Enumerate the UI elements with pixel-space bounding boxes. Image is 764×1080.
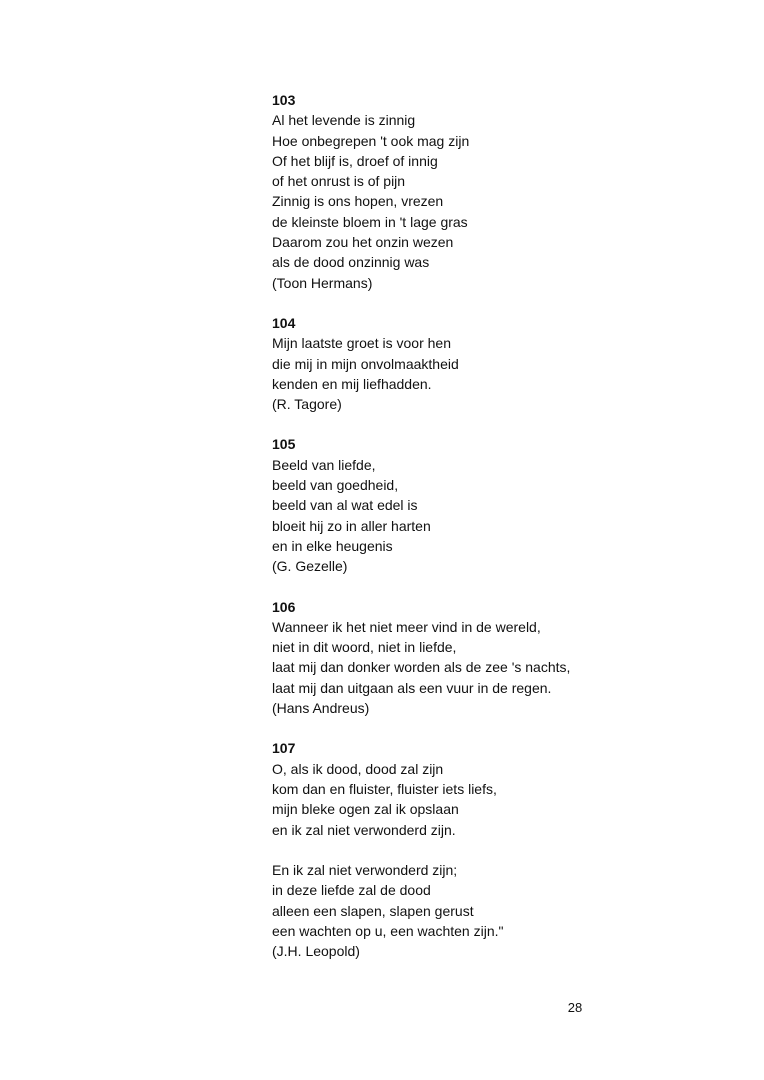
poem-number: 105 bbox=[272, 436, 296, 453]
poem-line: en in elke heugenis bbox=[272, 537, 393, 554]
poem-line: En ik zal niet verwonderd zijn; bbox=[272, 862, 458, 879]
poem-line: bloeit hij zo in aller harten bbox=[272, 517, 431, 534]
poem-105 bbox=[272, 434, 712, 576]
poem-number: 104 bbox=[272, 314, 296, 331]
poem-author: (Toon Hermans) bbox=[272, 274, 373, 291]
poem-line: niet in dit woord, niet in liefde, bbox=[272, 639, 457, 656]
poem-line: als de dood onzinnig was bbox=[272, 254, 430, 271]
poem-line: Daarom zou het onzin wezen bbox=[272, 234, 454, 251]
poem-line: Zinnig is ons hopen, vrezen bbox=[272, 193, 444, 210]
poem-line: kom dan en fluister, fluister iets liefs, bbox=[272, 780, 497, 797]
poem-line: O, als ik dood, dood zal zijn bbox=[272, 760, 444, 777]
poem-number: 106 bbox=[272, 598, 296, 615]
poem-107 bbox=[272, 738, 712, 961]
poem-106 bbox=[272, 597, 712, 719]
poem-line: laat mij dan uitgaan als een vuur in de regen. bbox=[272, 679, 552, 696]
poem-line: alleen een slapen, slapen gerust bbox=[272, 902, 474, 919]
poem-line: die mij in mijn onvolmaaktheid bbox=[272, 355, 459, 372]
poem-line: mijn bleke ogen zal ik opslaan bbox=[272, 801, 459, 818]
poem-line: kenden en mij liefhadden. bbox=[272, 375, 432, 392]
poem-number: 103 bbox=[272, 92, 296, 108]
page-number: 28 bbox=[567, 1000, 583, 1015]
stanza-break bbox=[272, 840, 712, 860]
poem-line: Al het levende is zinnig bbox=[272, 112, 416, 129]
poem-line: Mijn laatste groet is voor hen bbox=[272, 335, 451, 352]
poem-author: (Hans Andreus) bbox=[272, 700, 370, 717]
poem-line: en ik zal niet verwonderd zijn. bbox=[272, 821, 456, 838]
poem-line: een wachten op u, een wachten zijn." bbox=[272, 922, 504, 939]
poem-103 bbox=[272, 90, 712, 293]
poem-collection bbox=[272, 90, 712, 982]
poem-line: Of het blijf is, droef of innig bbox=[272, 152, 438, 169]
poem-line: beeld van al wat edel is bbox=[272, 497, 418, 514]
poem-line: Beeld van liefde, bbox=[272, 456, 376, 473]
poem-line: laat mij dan donker worden als de zee 's nachts, bbox=[272, 659, 571, 676]
poem-author: (J.H. Leopold) bbox=[272, 943, 360, 960]
poem-line: de kleinste bloem in 't lage gras bbox=[272, 213, 468, 230]
poem-line: Hoe onbegrepen 't ook mag zijn bbox=[272, 132, 470, 149]
poem-line: Wanneer ik het niet meer vind in de wereld, bbox=[272, 618, 541, 635]
poem-line: in deze liefde zal de dood bbox=[272, 882, 431, 899]
poem-line: of het onrust is of pijn bbox=[272, 173, 406, 190]
poem-line: beeld van goedheid, bbox=[272, 477, 399, 494]
poem-number: 107 bbox=[272, 740, 296, 757]
poem-author: (G. Gezelle) bbox=[272, 558, 348, 575]
poem-104 bbox=[272, 313, 712, 414]
poem-author: (R. Tagore) bbox=[272, 396, 342, 413]
